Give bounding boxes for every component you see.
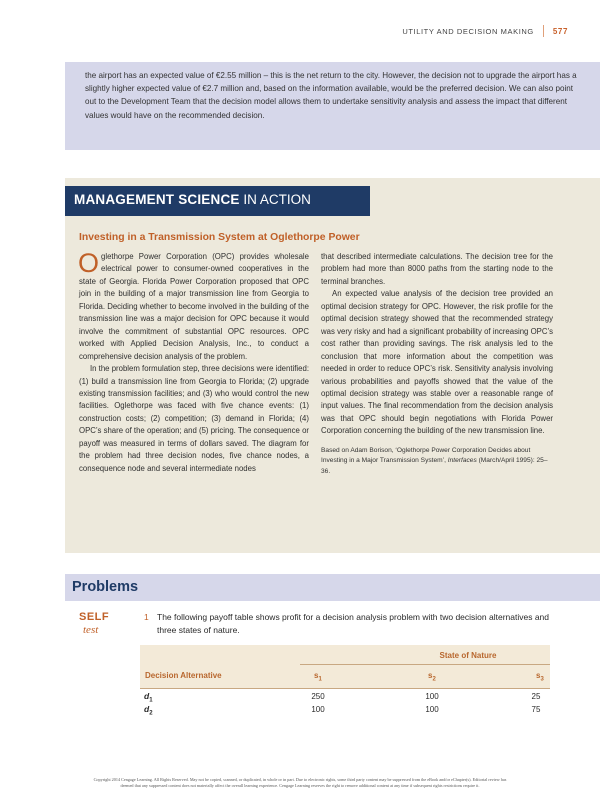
msa-paragraph: In the problem formulation step, three decisions were identified: (1) build a transmission line from Georgia to Florida; (2) upgrade existing transmission facilities; and (3) who would control the new facilities. Oglethorpe was faced with five chance events: (1) construction costs; (2) competition; (3) demand in Florida; (4) OPC’s share of the operation; and (5) pricing. The consequence or payoff was measured in terms of dollars saved. The diagram for the problem had three decision nodes, five chance nodes, a consequence node and several intermediate nodes	[79, 364, 309, 473]
copyright-line: deemed that any suppressed content does not materially affect the overall learning experience. Cengage Learning reserves the right to remove additional content at any time if subsequent rights restrictions require it.	[120, 783, 480, 788]
header-divider	[543, 25, 544, 37]
state-s3-header: $s_3$	[536, 671, 544, 683]
msa-banner	[65, 186, 370, 216]
problem-number: 1	[144, 612, 149, 622]
msa-paragraph: that described intermediate calculations. The decision tree for the problem had more than 8000 paths from the starting node to the terminal branches.	[321, 252, 553, 286]
msa-article-title: Investing in a Transmission System at Oglethorpe Power	[79, 232, 360, 243]
self-test-label-test: test	[83, 624, 99, 636]
msa-column-left	[78, 248, 309, 475]
payoff-table	[140, 645, 550, 719]
msa-citation	[321, 446, 553, 478]
msa-column-right	[321, 251, 553, 478]
drop-cap: O	[78, 248, 100, 278]
table-cell: 100	[425, 692, 439, 701]
table-cell: 75	[531, 705, 541, 714]
state-s2-header: $s_2$	[428, 671, 436, 683]
msa-banner-bold: MANAGEMENT SCIENCE	[74, 192, 240, 207]
copyright-line: Copyright 2014 Cengage Learning. All Rights Reserved. May not be copied, scanned, or duplicated, in whole or in part. Due to electronic rights, some third party content may be suppressed from the eBook and/or eChapter(s). Editorial review has	[93, 777, 507, 782]
msa-paragraph: An expected value analysis of the decision tree provided an optimal decision strategy for OPC. However, the risk profile for the optimal decision strategy showed that the recommended strategy was very risky and had a significant probability of increasing OPC’s cost rather than providing savings. The risk analysis led to the conclusion that more information about the competition was needed in order to reduce OPC’s risk. Sensitivity analysis involving various probabilities and payoffs showed that the value of the optimal decision strategy was stable over a reasonable range of input values. The final recommendation from the decision analysis was that OPC should begin negotiations with Florida Power Corporation concerning the building of the new transmission line.	[321, 289, 553, 436]
table-header-rule	[140, 688, 550, 689]
msa-banner-rest: IN ACTION	[239, 192, 311, 207]
table-row-label-d2: $d_2$	[144, 704, 153, 717]
problems-heading: Problems	[72, 579, 139, 595]
running-head	[402, 24, 568, 38]
state-header-rule	[300, 664, 550, 665]
msa-paragraph-text: glethorpe Power Corporation (OPC) provides wholesale electrical power to consumer-owned cooperatives in the state of Georgia. Florida Power Corporation proposed that OPC join in the building of a major transmission line from Georgia to Florida. Deciding whether to become involved in the building of the transmission line was a major decision for OPC because it would involve the commitment of substantial OPC resources. OPC worked with Applied Decision Analysis, Inc., to conduct a comprehensive decision analysis of the problem.	[79, 252, 309, 361]
state-s1-header: $s_1$	[314, 671, 322, 683]
self-test-label-self: SELF	[79, 611, 110, 623]
intro-box	[65, 62, 600, 150]
table-cell: 100	[311, 705, 325, 714]
copyright-footer	[0, 777, 600, 789]
section-title: UTILITY AND DECISION MAKING	[402, 26, 534, 36]
table-cell: 100	[425, 705, 439, 714]
citation-journal: Interfaces	[447, 457, 477, 465]
problems-heading-bar	[65, 574, 600, 601]
citation-text: Based on Adam Borison, ‘Oglethorpe Power Corporation Decides about Investing in a Major Transmission System’,	[321, 446, 531, 465]
table-cell: 250	[311, 692, 325, 701]
problem-text: The following payoff table shows profit for a decision analysis problem with two decision alternatives and three states of nature.	[157, 612, 549, 635]
page-number: 577	[552, 26, 568, 36]
msa-paragraph	[78, 248, 309, 363]
decision-alternative-header: Decision Alternative	[145, 671, 222, 680]
table-cell: 25	[531, 692, 541, 701]
intro-text: the airport has an expected value of €2.55 million – this is the net return to the city. However, the decision not to upgrade the airport has a slightly higher expected value of €2.7 million and, based on the information available, would be the preferred decision. We can also point out to the Development Team that the decision model allows them to undertake sensitivity analysis and assess the impact that different values would have on the recommended decision.	[85, 71, 577, 120]
management-science-in-action-box	[65, 178, 600, 553]
citation-text-end: (March/April 1995): 25–36.	[321, 457, 548, 475]
state-of-nature-header: State of Nature	[439, 651, 497, 660]
table-row-label-d1: $d_1$	[144, 691, 153, 704]
